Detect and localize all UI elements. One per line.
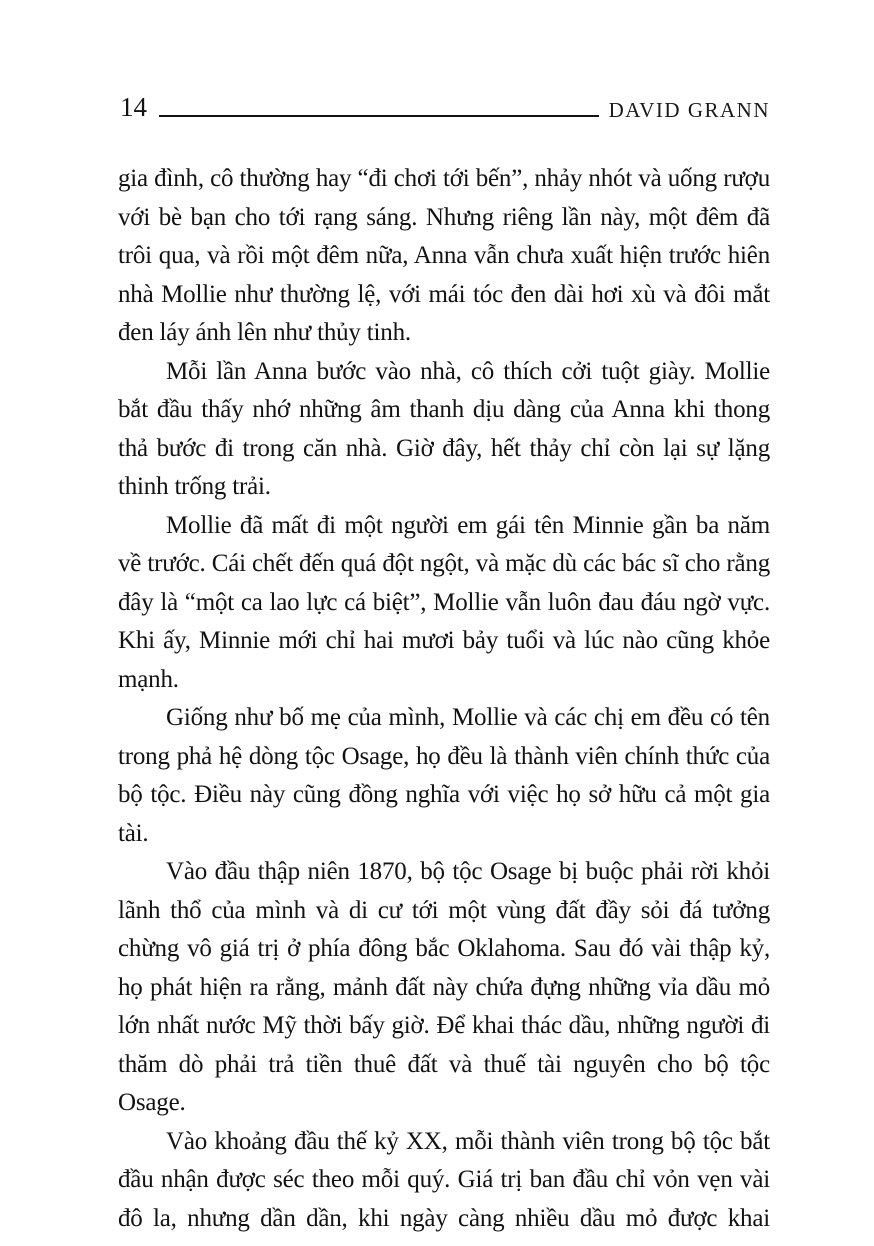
page-header <box>120 94 770 121</box>
paragraph: Mỗi lần Anna bước vào nhà, cô thích cởi tuột giày. Mollie bắt đầu thấy nhớ những âm thanh dịu dàng của Anna khi thong thả bước đi trong căn nhà. Giờ đây, hết thảy chỉ còn lại sự lặng thinh trống trải. <box>118 357 770 500</box>
paragraph: gia đình, cô thường hay “đi chơi tới bến”, nhảy nhót và uống rượu với bè bạn cho tới rạng sáng. Nhưng riêng lần này, một đêm đã trôi qua, và rồi một đêm nữa, Anna vẫn chưa xuất hiện trước hiên nhà Mollie như thường lệ, với mái tóc đen dài hơi xù và đôi mắt đen láy ánh lên như thủy tinh. <box>118 165 770 346</box>
paragraph: Mollie đã mất đi một người em gái tên Minnie gần ba năm về trước. Cái chết đến quá đột ngột, và mặc dù các bác sĩ cho rằng đây là “một ca lao lực cá biệt”, Mollie vẫn luôn đau đáu ngờ vực. Khi ấy, Minnie mới chỉ hai mươi bảy tuổi và lúc nào cũng khỏe mạnh. <box>118 511 770 693</box>
body-text <box>118 160 770 1238</box>
running-head-author: DAVID GRANN <box>608 98 770 122</box>
paragraph: Giống như bố mẹ của mình, Mollie và các chị em đều có tên trong phả hệ dòng tộc Osage, họ đều là thành viên chính thức của bộ tộc. Điều này cũng đồng nghĩa với việc họ sở hữu cả một gia tài. <box>118 704 770 847</box>
paragraph: Vào khoảng đầu thế kỷ XX, mỗi thành viên trong bộ tộc bắt đầu nhận được séc theo mỗi quý. Giá trị ban đầu chỉ vỏn vẹn vài đô la, nhưng dần dần, khi ngày càng nhiều dầu mỏ được khai <box>118 1127 770 1232</box>
paragraph: Vào đầu thập niên 1870, bộ tộc Osage bị buộc phải rời khỏi lãnh thổ của mình và di cư tới một vùng đất đầy sỏi đá tưởng chừng vô giá trị ở phía đông bắc Oklahoma. Sau đó vài thập kỷ, họ phát hiện ra rằng, mảnh đất này chứa đựng những vỉa dầu mỏ lớn nhất nước Mỹ thời bấy giờ. Để khai thác dầu, những người đi thăm dò phải trả tiền thuê đất và thuế tài nguyên cho bộ tộc Osage. <box>118 858 770 1116</box>
header-rule <box>159 115 599 117</box>
page-number: 14 <box>120 92 147 122</box>
